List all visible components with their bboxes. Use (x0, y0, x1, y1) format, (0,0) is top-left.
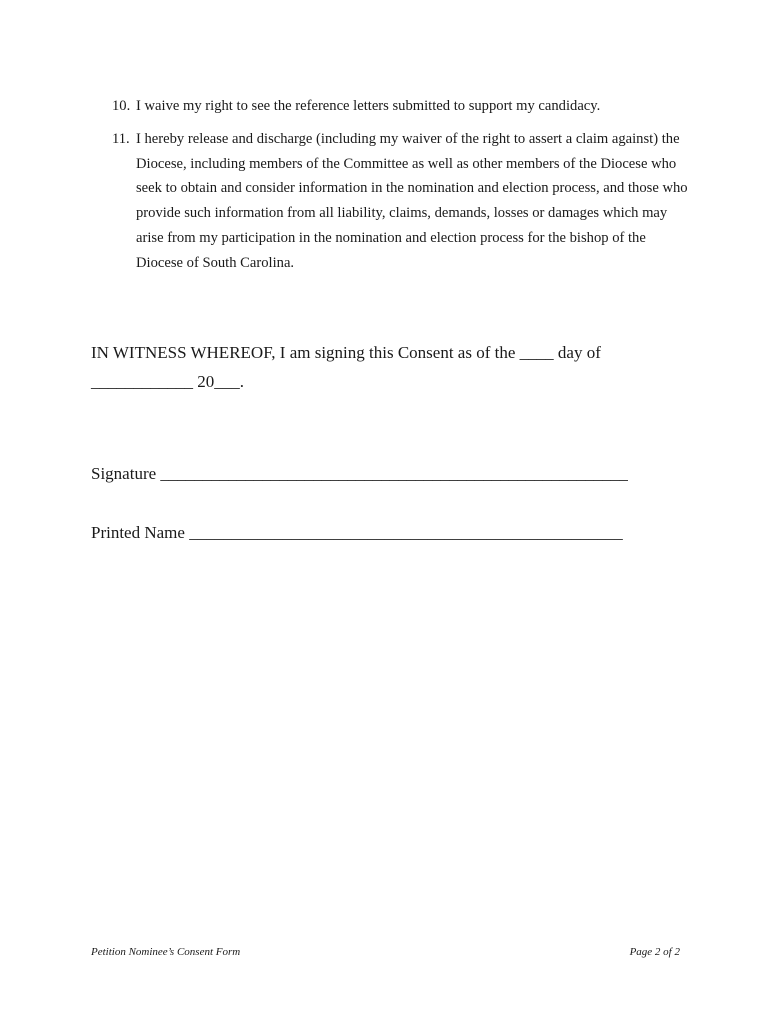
footer-page-number: Page 2 of 2 (629, 946, 680, 958)
list-item-number: 10. (112, 98, 131, 114)
signature-line: Signature _______________________________________________________ (91, 464, 628, 483)
list-item (100, 127, 690, 276)
list-item-text: I waive my right to see the reference letters submitted to support my candidacy. (136, 98, 601, 114)
printed-name-line: Printed Name ___________________________________________________ (91, 523, 623, 542)
list-item-number: 11. (112, 130, 130, 147)
list-item-text: I hereby release and discharge (including my waiver of the right to assert a claim against) the Diocese, including members of the Committee as well as other members of the Diocese who seek to obtain and consider information in the nomination and election process, and those who provide such information from all liability, claims, demands, losses or damages which may arise from my participation in the nomination and election process for the bishop of the Diocese of South Carolina. (136, 130, 688, 271)
numbered-list (100, 94, 690, 284)
witness-statement: IN WITNESS WHEREOF, I am signing this Consent as of the ____ day of ____________ 20___. (91, 343, 601, 391)
list-item (100, 94, 690, 119)
footer-form-title: Petition Nominee’s Consent Form (91, 946, 241, 958)
